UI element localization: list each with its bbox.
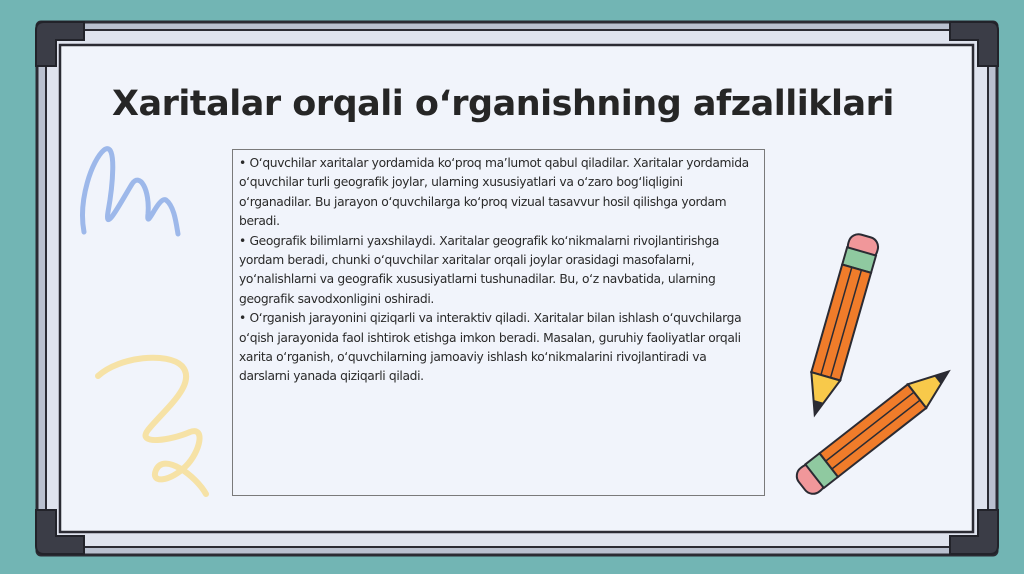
bullet-paragraph: • O‘rganish jarayonini qiziqarli va interaktiv qiladi. Xaritalar bilan ishlash o‘quvchilarga o‘qish jarayonida faol ishtirok etishga imkon beradi. Masalan, guruhiy faoliyatlar orqali xarita o‘rganish, o‘quvchilarning jamoaviy ishlash ko‘nikmalarini rivojlantiradi va darslarni yanada qiziqarli qiladi.: [239, 311, 742, 384]
content-textbox: [232, 149, 765, 496]
bullet-paragraph: • Geografik bilimlarni yaxshilaydi. Xaritalar geografik ko‘nikmalarni rivojlantirishga yordam beradi, chunki o‘quvchilar xaritalar orqali joylar orasidagi masofalarni, yo‘nalishlarni va geografik xususiyatlarni tushunadilar. Bu, o‘z navbatida, ularning geografik savodxonligini oshiradi.: [239, 233, 720, 306]
slide-title: Xaritalar orqali o‘rganishning afzalliklari: [112, 84, 894, 124]
bullet-paragraph: • O‘quvchilar xaritalar yordamida ko‘proq ma’lumot qabul qiladilar. Xaritalar yordamida o‘quvchilar turli geografik joylar, ularning xususiyatlari va o‘zaro bog‘liqligini o‘rganadilar. Bu jarayon o‘quvchilarga ko‘proq vizual tasavvur hosil qilishga yordam beradi.: [239, 156, 749, 229]
